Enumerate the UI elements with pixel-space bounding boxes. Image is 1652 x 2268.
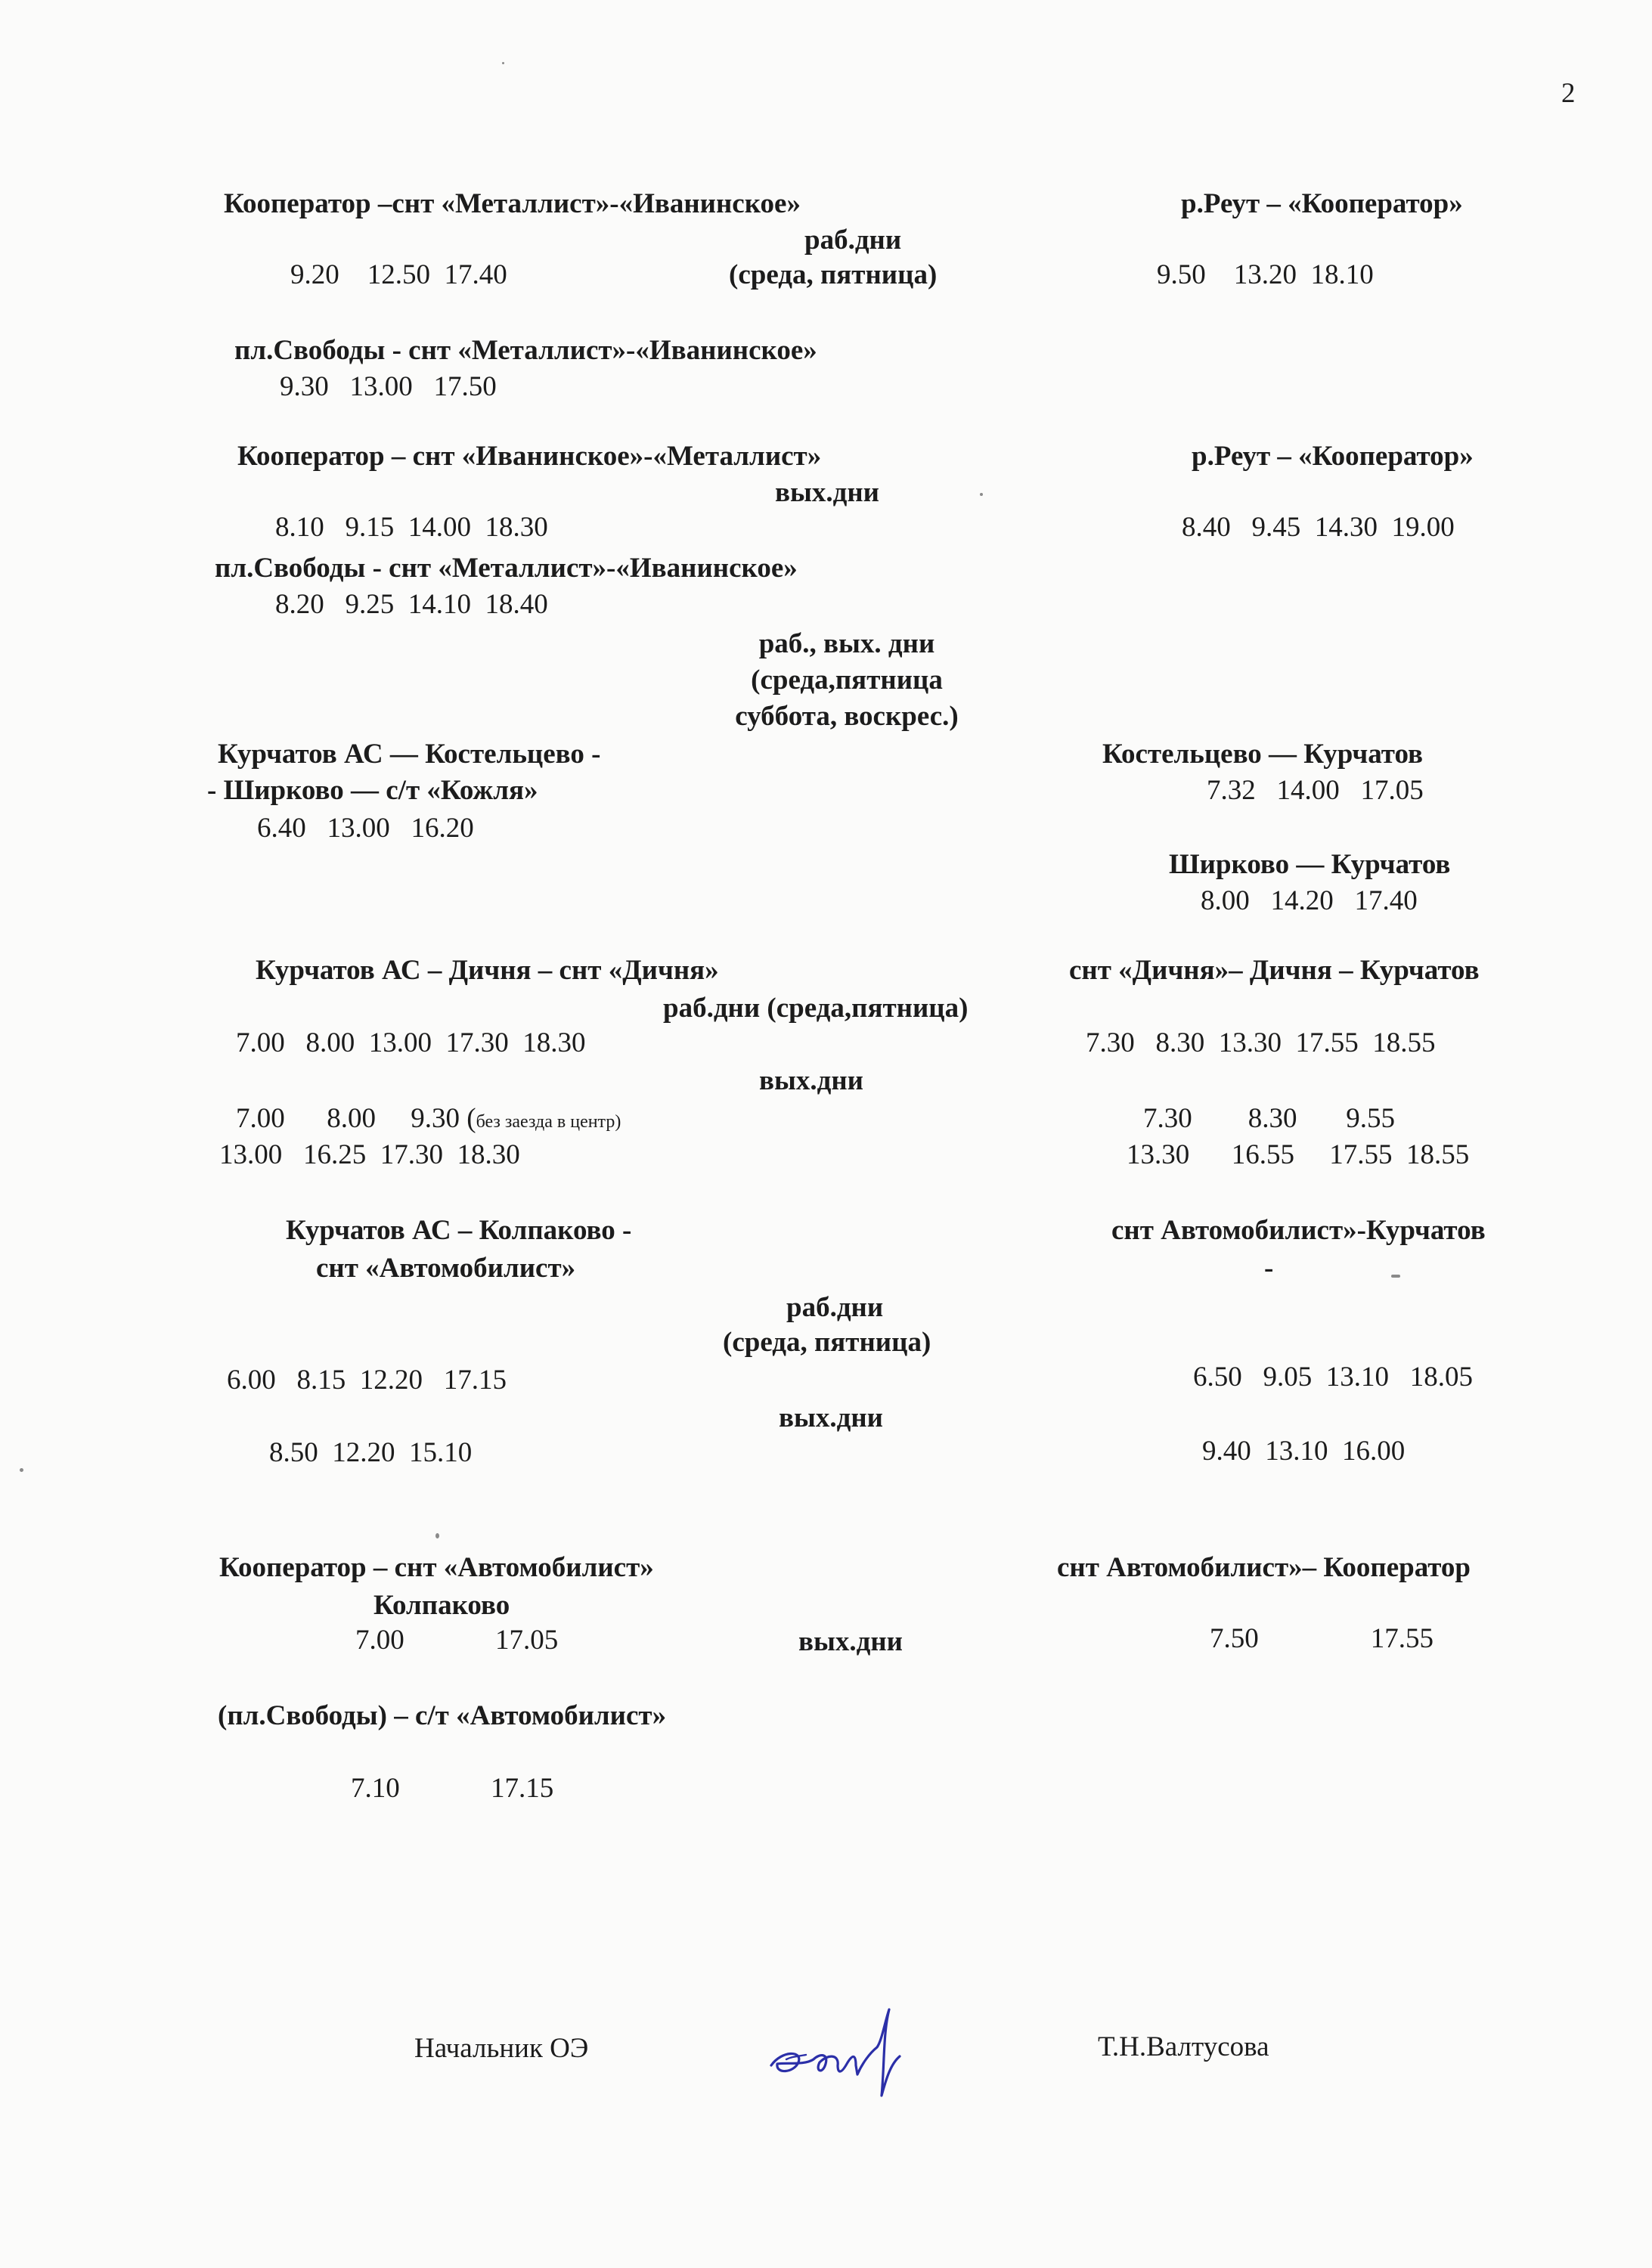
return-times: 7.30 8.30 9.55 <box>1143 1103 1395 1134</box>
scan-speck <box>1391 1275 1400 1278</box>
route-title: Кооператор – снт «Автомобилист» <box>219 1552 654 1583</box>
route-title: (пл.Свободы) – с/т «Автомобилист» <box>218 1700 667 1731</box>
return-times: 8.40 9.45 14.30 19.00 <box>1182 512 1455 543</box>
days-label: раб., вых. дни <box>758 628 935 659</box>
return-route-title: р.Реут – «Кооператор» <box>1192 441 1474 472</box>
days-note: (среда, пятница) <box>729 259 938 290</box>
departure-times: 8.50 12.20 15.10 <box>269 1437 473 1468</box>
departure-times: 9.20 12.50 17.40 <box>290 259 507 290</box>
departure-times: 8.20 9.25 14.10 18.40 <box>275 589 548 620</box>
days-label: вых.дни <box>779 1402 883 1433</box>
page-number: 2 <box>1561 78 1576 109</box>
return-route-title: снт «Дичня»– Дичня – Курчатов <box>1069 955 1480 986</box>
days-label: раб.дни <box>804 225 902 256</box>
route-title: пл.Свободы - снт «Металлист»-«Иванинское» <box>215 553 798 584</box>
route-title: Курчатов АС – Дичня – снт «Дичня» <box>256 955 719 986</box>
departure-times-part: 7.00 8.00 9.30 ( <box>236 1103 476 1134</box>
return-times: 7.30 8.30 13.30 17.55 18.55 <box>1086 1027 1436 1058</box>
return-times: 7.32 14.00 17.05 <box>1207 775 1424 806</box>
days-label: раб.дни <box>786 1292 884 1323</box>
return-times: 9.40 13.10 16.00 <box>1202 1436 1406 1467</box>
return-times: 7.50 17.55 <box>1210 1623 1433 1654</box>
departure-times: 7.10 17.15 <box>351 1773 554 1804</box>
times-footnote: без заезда в центр) <box>476 1112 621 1132</box>
route-title-cont: Колпаково <box>373 1590 510 1621</box>
route-title: пл.Свободы - снт «Металлист»-«Иванинское» <box>234 335 817 366</box>
departure-times: 6.00 8.15 12.20 17.15 <box>227 1365 507 1396</box>
days-note: суббота, воскрес.) <box>735 701 959 732</box>
return-dash: - <box>1264 1253 1274 1284</box>
return-times: 13.30 16.55 17.55 18.55 <box>1127 1139 1470 1170</box>
return-times: 6.50 9.05 13.10 18.05 <box>1193 1362 1473 1393</box>
route-title: Курчатов АС – Колпаково - <box>286 1215 632 1246</box>
handwritten-signature <box>756 1981 930 2124</box>
return-route-title: р.Реут – «Кооператор» <box>1181 188 1463 219</box>
route-title: Курчатов АС — Костельцево - <box>218 739 601 770</box>
days-label: вых.дни <box>775 477 879 508</box>
days-label: вых.дни <box>759 1065 863 1096</box>
scan-speck <box>502 62 504 64</box>
route-title: Кооператор – снт «Иванинское»-«Металлист» <box>237 441 822 472</box>
signatory-name: Т.Н.Валтусова <box>1098 2031 1269 2062</box>
departure-times: 6.40 13.00 16.20 <box>257 813 474 844</box>
return-route-title: снт Автомобилист»-Курчатов <box>1111 1215 1486 1246</box>
scan-speck <box>980 493 983 496</box>
return-route-title: Костельцево — Курчатов <box>1102 739 1424 770</box>
signatory-position: Начальник ОЭ <box>414 2033 589 2064</box>
departure-times <box>236 1102 621 1139</box>
return-route-title: Ширково — Курчатов <box>1169 849 1451 880</box>
departure-times: 9.30 13.00 17.50 <box>280 371 497 402</box>
departure-times: 13.00 16.25 17.30 18.30 <box>219 1139 520 1170</box>
route-title: Кооператор –снт «Металлист»-«Иванинское» <box>224 188 801 219</box>
days-note: (среда,пятница <box>751 665 943 696</box>
days-label: вых.дни <box>798 1626 903 1657</box>
departure-times: 7.00 8.00 13.00 17.30 18.30 <box>236 1027 586 1058</box>
days-label: раб.дни (среда,пятница) <box>663 993 969 1024</box>
scan-speck <box>20 1468 23 1472</box>
route-title-cont: - Ширково — с/т «Кожля» <box>207 775 538 806</box>
return-times: 8.00 14.20 17.40 <box>1201 885 1418 916</box>
return-times: 9.50 13.20 18.10 <box>1157 259 1374 290</box>
return-route-title: снт Автомобилист»– Кооператор <box>1057 1552 1471 1583</box>
route-title-cont: снт «Автомобилист» <box>316 1253 576 1284</box>
days-note: (среда, пятница) <box>723 1327 931 1358</box>
departure-times: 8.10 9.15 14.00 18.30 <box>275 512 548 543</box>
scan-speck <box>435 1533 439 1538</box>
departure-times: 7.00 17.05 <box>355 1625 559 1656</box>
